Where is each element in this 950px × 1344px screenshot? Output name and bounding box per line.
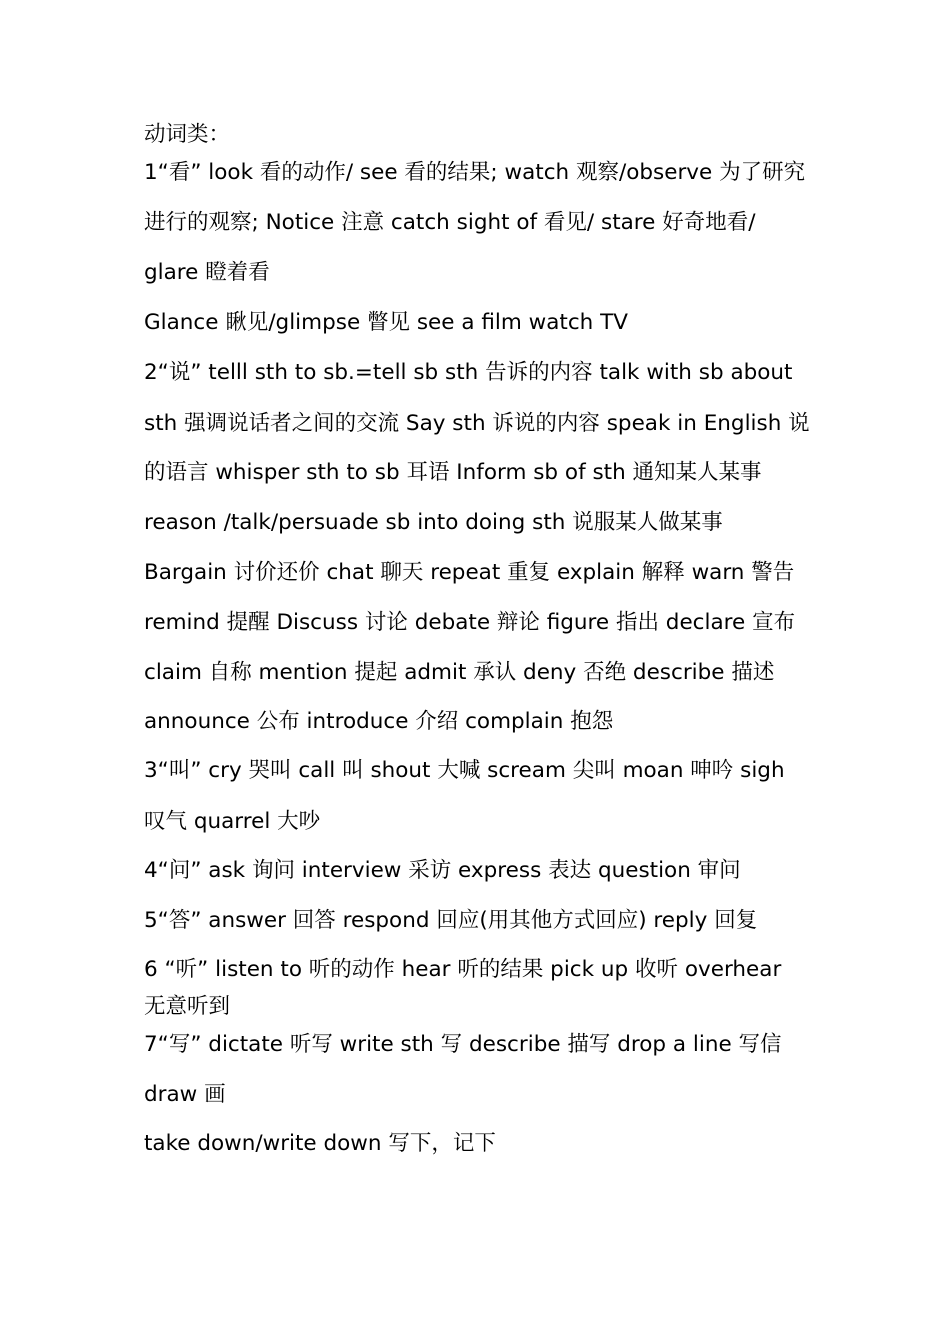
text-line: 2“说” telll sth to sb.=tell sb sth 告诉的内容 talk with sb about	[144, 360, 793, 385]
text-line: reason /talk/persuade sb into doing sth 说服某人做某事	[144, 510, 723, 535]
text-line: draw 画	[144, 1082, 226, 1107]
text-line: claim 自称 mention 提起 admit 承认 deny 否绝 describe 描述	[144, 660, 775, 685]
text-line: remind 提醒 Discuss 讨论 debate 辩论 figure 指出 declare 宣布	[144, 610, 796, 635]
text-line: 7“写” dictate 听写 write sth 写 describe 描写 drop a line 写信	[144, 1032, 782, 1057]
text-line: take down/write down 写下，记下	[144, 1131, 496, 1156]
text-line: 1“看” look 看的动作/ see 看的结果; watch 观察/observe 为了研究	[144, 160, 806, 185]
text-line: Bargain 讨价还价 chat 聊天 repeat 重复 explain 解释 warn 警告	[144, 560, 795, 585]
text-line: 进行的观察; Notice 注意 catch sight of 看见/ stare 好奇地看/	[144, 210, 756, 235]
text-line: 4“问” ask 询问 interview 采访 express 表达 question 审问	[144, 858, 741, 883]
text-line: 叹气 quarrel 大吵	[144, 809, 321, 834]
text-line: 5“答” answer 回答 respond 回应(用其他方式回应) reply 回复	[144, 908, 758, 933]
text-line: 无意听到	[144, 994, 231, 1019]
text-line: glare 瞪着看	[144, 260, 270, 285]
text-line: 3“叫” cry 哭叫 call 叫 shout 大喊 scream 尖叫 moan 呻吟 sigh	[144, 758, 785, 783]
text-line: 的语言 whisper sth to sb 耳语 Inform sb of sth 通知某人某事	[144, 460, 762, 485]
section-heading-verbs: 动词类：	[144, 122, 231, 147]
text-line: sth 强调说话者之间的交流 Say sth 诉说的内容 speak in English 说	[144, 411, 810, 436]
text-line: Glance 瞅见/glimpse 瞥见 see a film watch TV	[144, 310, 628, 335]
text-line: announce 公布 introduce 介绍 complain 抱怨	[144, 709, 614, 734]
text-line: 6 “听” listen to 听的动作 hear 听的结果 pick up 收听 overhear	[144, 957, 782, 982]
